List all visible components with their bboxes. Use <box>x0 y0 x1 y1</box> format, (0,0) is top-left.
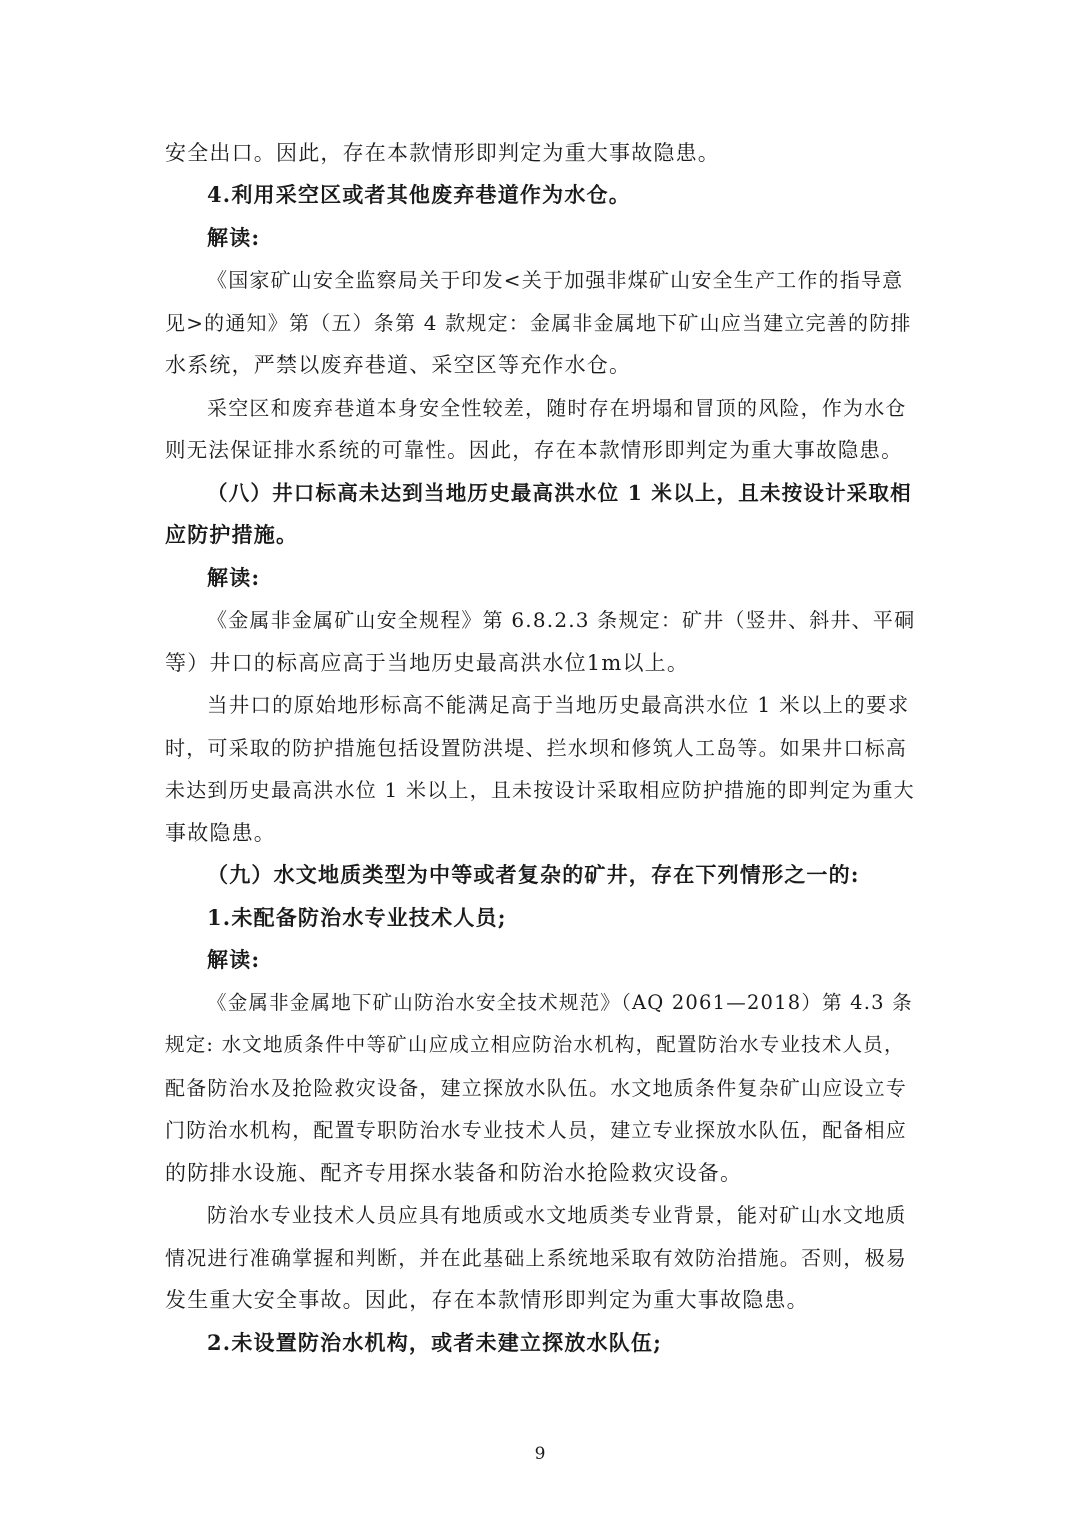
paragraph-line: 事故隐患。 <box>165 821 276 845</box>
paragraph-line: 则无法保证排水系统的可靠性。因此，存在本款情形即判定为重大事故隐患。 <box>165 438 903 462</box>
item-heading: 4.利用采空区或者其他废弃巷道作为水仓。 <box>207 182 631 207</box>
paragraph-line: 的防排水设施、配齐专用探水装备和防治水抢险救灾设备。 <box>165 1161 743 1185</box>
paragraph-line: 等）井口的标高应高于当地历史最高洪水位1m以上。 <box>165 651 690 675</box>
paragraph-line: 《国家矿山安全监察局关于印发<关于加强非煤矿山安全生产工作的指导意 <box>207 268 904 292</box>
interpretation-label: 解读: <box>207 565 261 590</box>
page-number: 9 <box>534 1444 546 1464</box>
item-heading: 2.未设置防治水机构，或者未建立探放水队伍; <box>207 1330 663 1355</box>
paragraph-line: 防治水专业技术人员应具有地质或水文地质类专业背景，能对矿山水文地质 <box>207 1203 907 1227</box>
paragraph-line: 当井口的原始地形标高不能满足高于当地历史最高洪水位 1 米以上的要求 <box>207 693 910 717</box>
paragraph-line: 水系统，严禁以废弃巷道、采空区等充作水仓。 <box>165 353 632 377</box>
paragraph-line: 时，可采取的防护措施包括设置防洪堤、拦水坝和修筑人工岛等。如果井口标高 <box>165 736 907 760</box>
paragraph-line: 《金属非金属地下矿山防治水安全技术规范》（AQ 2061—2018）第 4.3 条 <box>207 991 913 1014</box>
paragraph-line: 未达到历史最高洪水位 1 米以上，且未按设计采取相应防护措施的即判定为重大 <box>165 778 915 802</box>
paragraph-line: 发生重大安全事故。因此，存在本款情形即判定为重大事故隐患。 <box>165 1288 809 1312</box>
interpretation-label: 解读: <box>207 947 261 972</box>
paragraph-line: 配备防治水及抢险救灾设备，建立探放水队伍。水文地质条件复杂矿山应设立专 <box>165 1076 907 1100</box>
paragraph-line: 见>的通知》第（五）条第 4 款规定：金属非金属地下矿山应当建立完善的防排 <box>165 311 912 335</box>
paragraph-line: 《金属非金属矿山安全规程》第 6.8.2.3 条规定：矿井（竖井、斜井、平硐 <box>207 608 916 632</box>
section-heading: （八）井口标高未达到当地历史最高洪水位 1 米以上，且未按设计采取相 <box>207 481 912 505</box>
paragraph-line: 采空区和废弃巷道本身安全性较差，随时存在坍塌和冒顶的风险，作为水仓 <box>207 396 907 420</box>
paragraph-line: 规定: 水文地质条件中等矿山应成立相应防治水机构，配置防治水专业技术人员， <box>165 1033 905 1056</box>
section-heading: 应防护措施。 <box>165 522 299 547</box>
paragraph-line: 情况进行准确掌握和判断，并在此基础上系统地采取有效防治措施。否则，极易 <box>165 1246 907 1270</box>
paragraph-line: 门防治水机构，配置专职防治水专业技术人员，建立专业探放水队伍，配备相应 <box>165 1118 907 1142</box>
item-heading: 1.未配备防治水专业技术人员; <box>207 905 507 930</box>
paragraph-line: 安全出口。因此，存在本款情形即判定为重大事故隐患。 <box>165 141 720 165</box>
section-heading: （九）水文地质类型为中等或者复杂的矿井，存在下列情形之一的: <box>207 862 860 887</box>
interpretation-label: 解读: <box>207 225 261 250</box>
